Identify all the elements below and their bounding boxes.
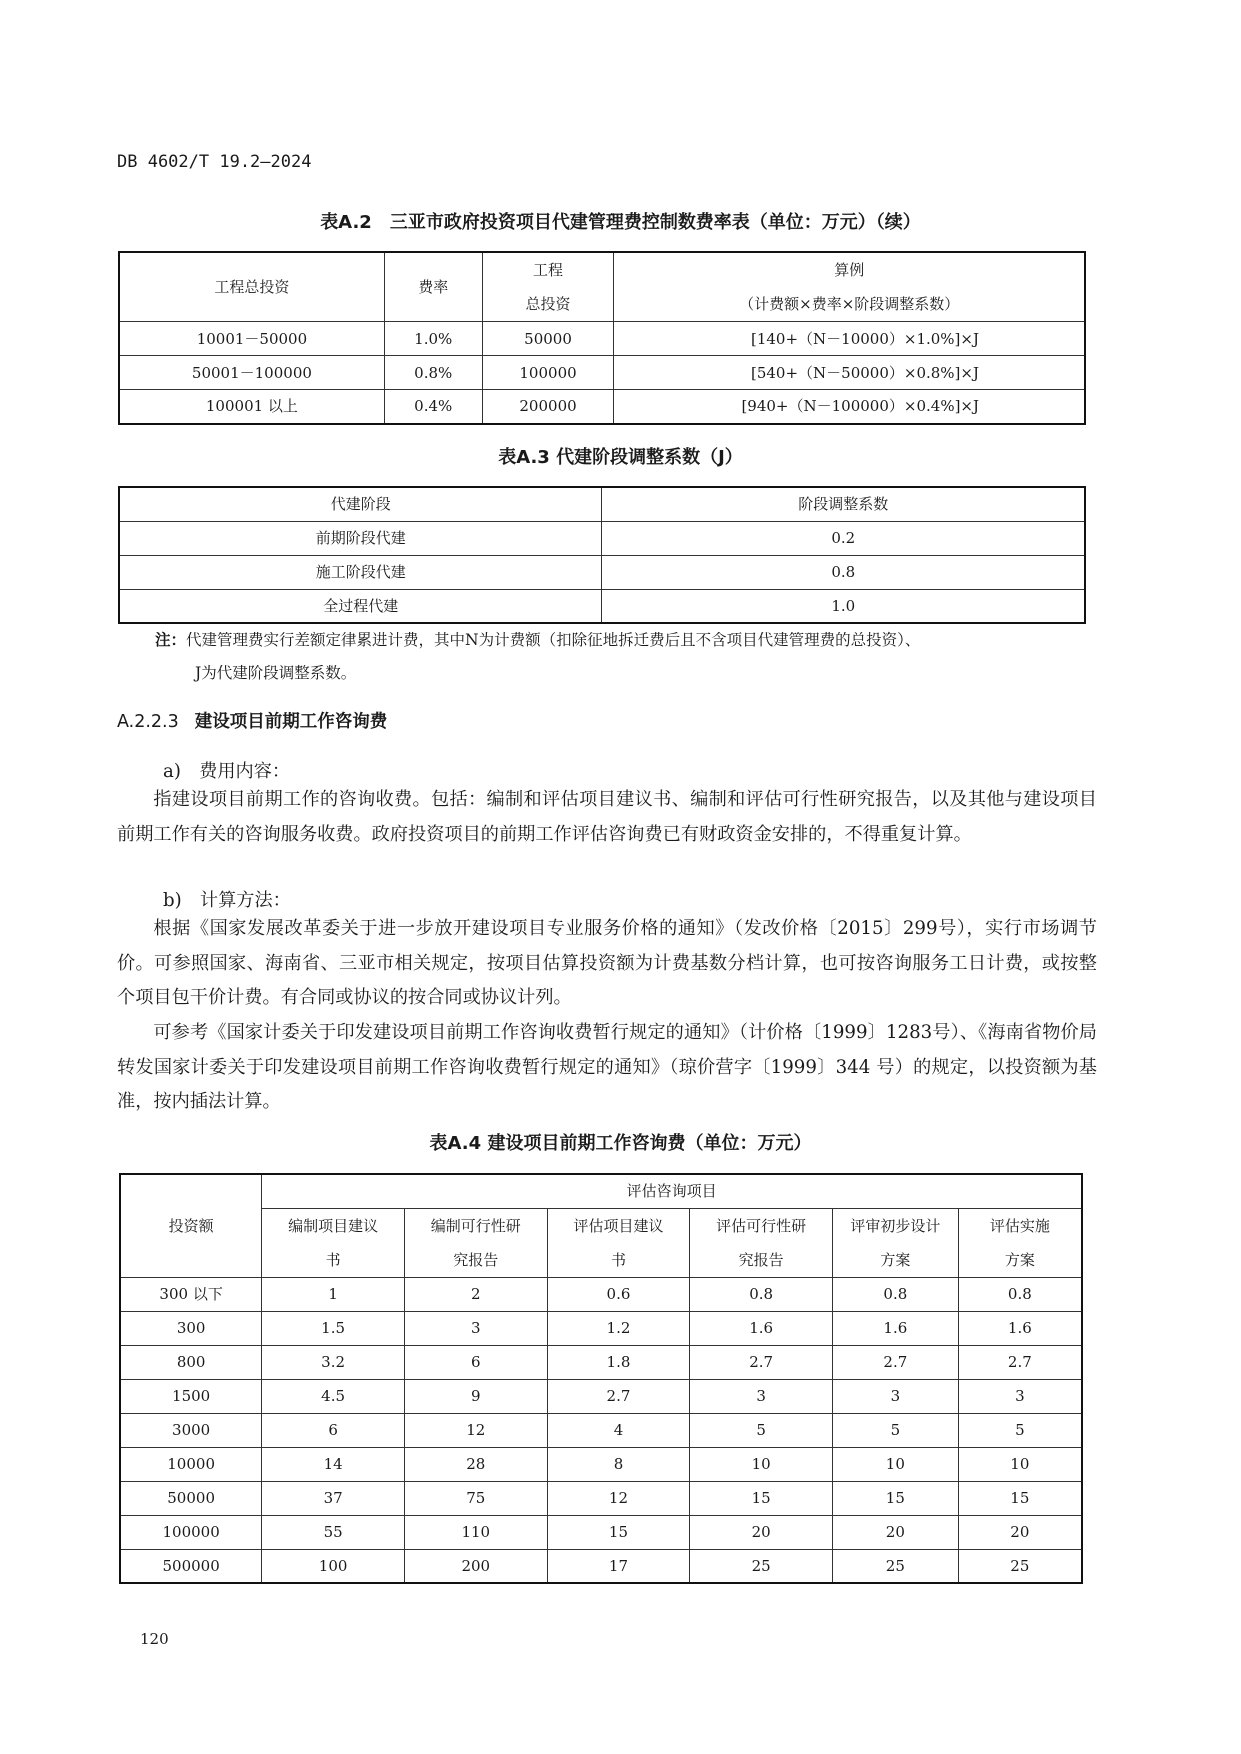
cell: 50000 [120,1481,262,1515]
table-row [120,1481,1082,1515]
cell: 10 [690,1447,833,1481]
cell: 5 [690,1413,833,1447]
cell: 100 [262,1549,405,1583]
table-row [120,1277,1082,1311]
cell: 2.7 [958,1345,1082,1379]
cell: 17 [547,1549,690,1583]
cell: 75 [404,1481,547,1515]
section-title: 建设项目前期工作咨询费 [194,712,388,732]
table-row [120,1311,1082,1345]
cell: 0.8 [690,1277,833,1311]
cell: 12 [404,1413,547,1447]
section-number: A.2.2.3 [117,712,179,732]
table-a2-caption: 表A.2 三亚市政府投资项目代建管理费控制数费率表（单位：万元）（续） [320,212,921,233]
cell: 10 [958,1447,1082,1481]
cell: 2 [404,1277,547,1311]
header-example: 算例 （计费额×费率×阶段调整系数） [614,252,1085,322]
cell: 2.7 [547,1379,690,1413]
table-row [120,1345,1082,1379]
cell: 800 [120,1345,262,1379]
cell: 1.5 [262,1311,405,1345]
header-coefficient: 阶段调整系数 [602,487,1085,521]
cell: 6 [262,1413,405,1447]
table-row [119,322,1085,356]
cell: 37 [262,1481,405,1515]
table-a4-caption: 表A.4 建设项目前期工作咨询费（单位：万元） [429,1133,812,1154]
header-investment: 投资额 [120,1174,262,1277]
table-row [120,1379,1082,1413]
table-row [119,589,1085,623]
cell: 0.6 [547,1277,690,1311]
table-a3 [118,486,1086,624]
cell: 1.2 [547,1311,690,1345]
cell: 15 [832,1481,958,1515]
cell: 20 [832,1515,958,1549]
paragraph-reference: 可参考《国家计委关于印发建设项目前期工作咨询收费暂行规定的通知》（计价格〔1999〕1283号）、《海南省物价局转发国家计委关于印发建设项目前期工作咨询收费暂行规定的通知》（琼价营字〔1999〕344 号）的规定，以投资额为基准，按内插法计算。 [117,1022,1097,1112]
cell: 6 [404,1345,547,1379]
cell: 20 [958,1515,1082,1549]
header-col: 评估可行性研 究报告 [690,1208,833,1277]
cell-formula: [140+（N－10000）×1.0%]×J [614,322,1085,356]
cell: 1.6 [690,1311,833,1345]
cell: 300 [120,1311,262,1345]
cell-stage: 全过程代建 [119,589,602,623]
table-row [120,1549,1082,1583]
cell-rate: 0.4% [384,390,482,424]
cell-investment: 100000 [482,356,614,390]
note-label: 注： [155,631,187,649]
cell: 15 [958,1481,1082,1515]
cell: 25 [958,1549,1082,1583]
header-col: 编制可行性研 究报告 [404,1208,547,1277]
header-group: 评估咨询项目 [262,1174,1082,1208]
cell-formula: [540+（N－50000）×0.8%]×J [614,356,1085,390]
header-project-investment: 工程 总投资 [482,252,614,322]
table-row [120,1413,1082,1447]
cell: 1.8 [547,1345,690,1379]
header-rate: 费率 [384,252,482,322]
header-col: 评估实施 方案 [958,1208,1082,1277]
cell: 15 [547,1515,690,1549]
cell: 2.7 [832,1345,958,1379]
cell: 3 [958,1379,1082,1413]
table-row [120,1447,1082,1481]
table-a3-caption: 表A.3 代建阶段调整系数（J） [498,447,743,468]
cell: 9 [404,1379,547,1413]
cell: 55 [262,1515,405,1549]
cell-rate: 1.0% [384,322,482,356]
standard-code: DB 4602/T 19.2—2024 [117,152,312,172]
table-row [119,356,1085,390]
cell: 500000 [120,1549,262,1583]
cell: 0.8 [958,1277,1082,1311]
cell: 10 [832,1447,958,1481]
cell: 4.5 [262,1379,405,1413]
item-a-label: a) 费用内容： [163,761,291,782]
cell: 3 [404,1311,547,1345]
cell: 5 [958,1413,1082,1447]
cell: 4 [547,1413,690,1447]
cell-range: 100001 以上 [119,390,384,424]
cell: 300 以下 [120,1277,262,1311]
cell: 100000 [120,1515,262,1549]
cell-range: 50001－100000 [119,356,384,390]
header-total-investment: 工程总投资 [119,252,384,322]
note-line2: J为代建阶段调整系数。 [195,664,357,682]
cell: 3000 [120,1413,262,1447]
cell-coefficient: 0.8 [602,555,1085,589]
table-row [119,390,1085,424]
table-row [119,521,1085,555]
cell-rate: 0.8% [384,356,482,390]
header-col: 评审初步设计 方案 [832,1208,958,1277]
cell: 110 [404,1515,547,1549]
cell-stage: 施工阶段代建 [119,555,602,589]
cell: 3.2 [262,1345,405,1379]
cell: 25 [690,1549,833,1583]
cell: 3 [832,1379,958,1413]
cell-coefficient: 0.2 [602,521,1085,555]
cell: 12 [547,1481,690,1515]
cell: 8 [547,1447,690,1481]
cell-investment: 200000 [482,390,614,424]
cell: 14 [262,1447,405,1481]
cell: 1 [262,1277,405,1311]
table-a2 [118,251,1086,425]
header-col: 编制项目建议 书 [262,1208,405,1277]
cell: 10000 [120,1447,262,1481]
cell: 5 [832,1413,958,1447]
header-stage: 代建阶段 [119,487,602,521]
cell: 15 [690,1481,833,1515]
cell-formula: [940+（N－100000）×0.4%]×J [614,390,1085,424]
cell: 1.6 [832,1311,958,1345]
cell-coefficient: 1.0 [602,589,1085,623]
cell: 3 [690,1379,833,1413]
cell: 1500 [120,1379,262,1413]
cell: 1.6 [958,1311,1082,1345]
paragraph-fee-content: 指建设项目前期工作的咨询收费。包括：编制和评估项目建议书、编制和评估可行性研究报告，以及其他与建设项目前期工作有关的咨询服务收费。政府投资项目的前期工作评估咨询费已有财政资金安排的，不得重复计算。 [117,789,1097,845]
note-line1: 代建管理费实行差额定律累进计费，其中N为计费额（扣除征地拆迁费后且不含项目代建管理费的总投资）、 [186,631,921,649]
cell-investment: 50000 [482,322,614,356]
cell-range: 10001－50000 [119,322,384,356]
cell-stage: 前期阶段代建 [119,521,602,555]
cell: 25 [832,1549,958,1583]
section-heading [117,708,387,733]
cell: 200 [404,1549,547,1583]
table-a4 [119,1173,1083,1584]
cell: 20 [690,1515,833,1549]
item-b-label: b) 计算方法： [163,890,291,911]
paragraph-calculation-method: 根据《国家发展改革委关于进一步放开建设项目专业服务价格的通知》（发改价格〔2015〕299号），实行市场调节价。可参照国家、海南省、三亚市相关规定，按项目估算投资额为计费基数分档计算，也可按咨询服务工日计费，或按整个项目包干价计费。有合同或协议的按合同或协议计列。 [117,918,1097,1008]
table-row [119,555,1085,589]
cell: 2.7 [690,1345,833,1379]
header-col: 评估项目建议 书 [547,1208,690,1277]
table-note [155,628,920,652]
table-row [120,1515,1082,1549]
cell: 0.8 [832,1277,958,1311]
page-number: 120 [140,1630,169,1648]
cell: 28 [404,1447,547,1481]
